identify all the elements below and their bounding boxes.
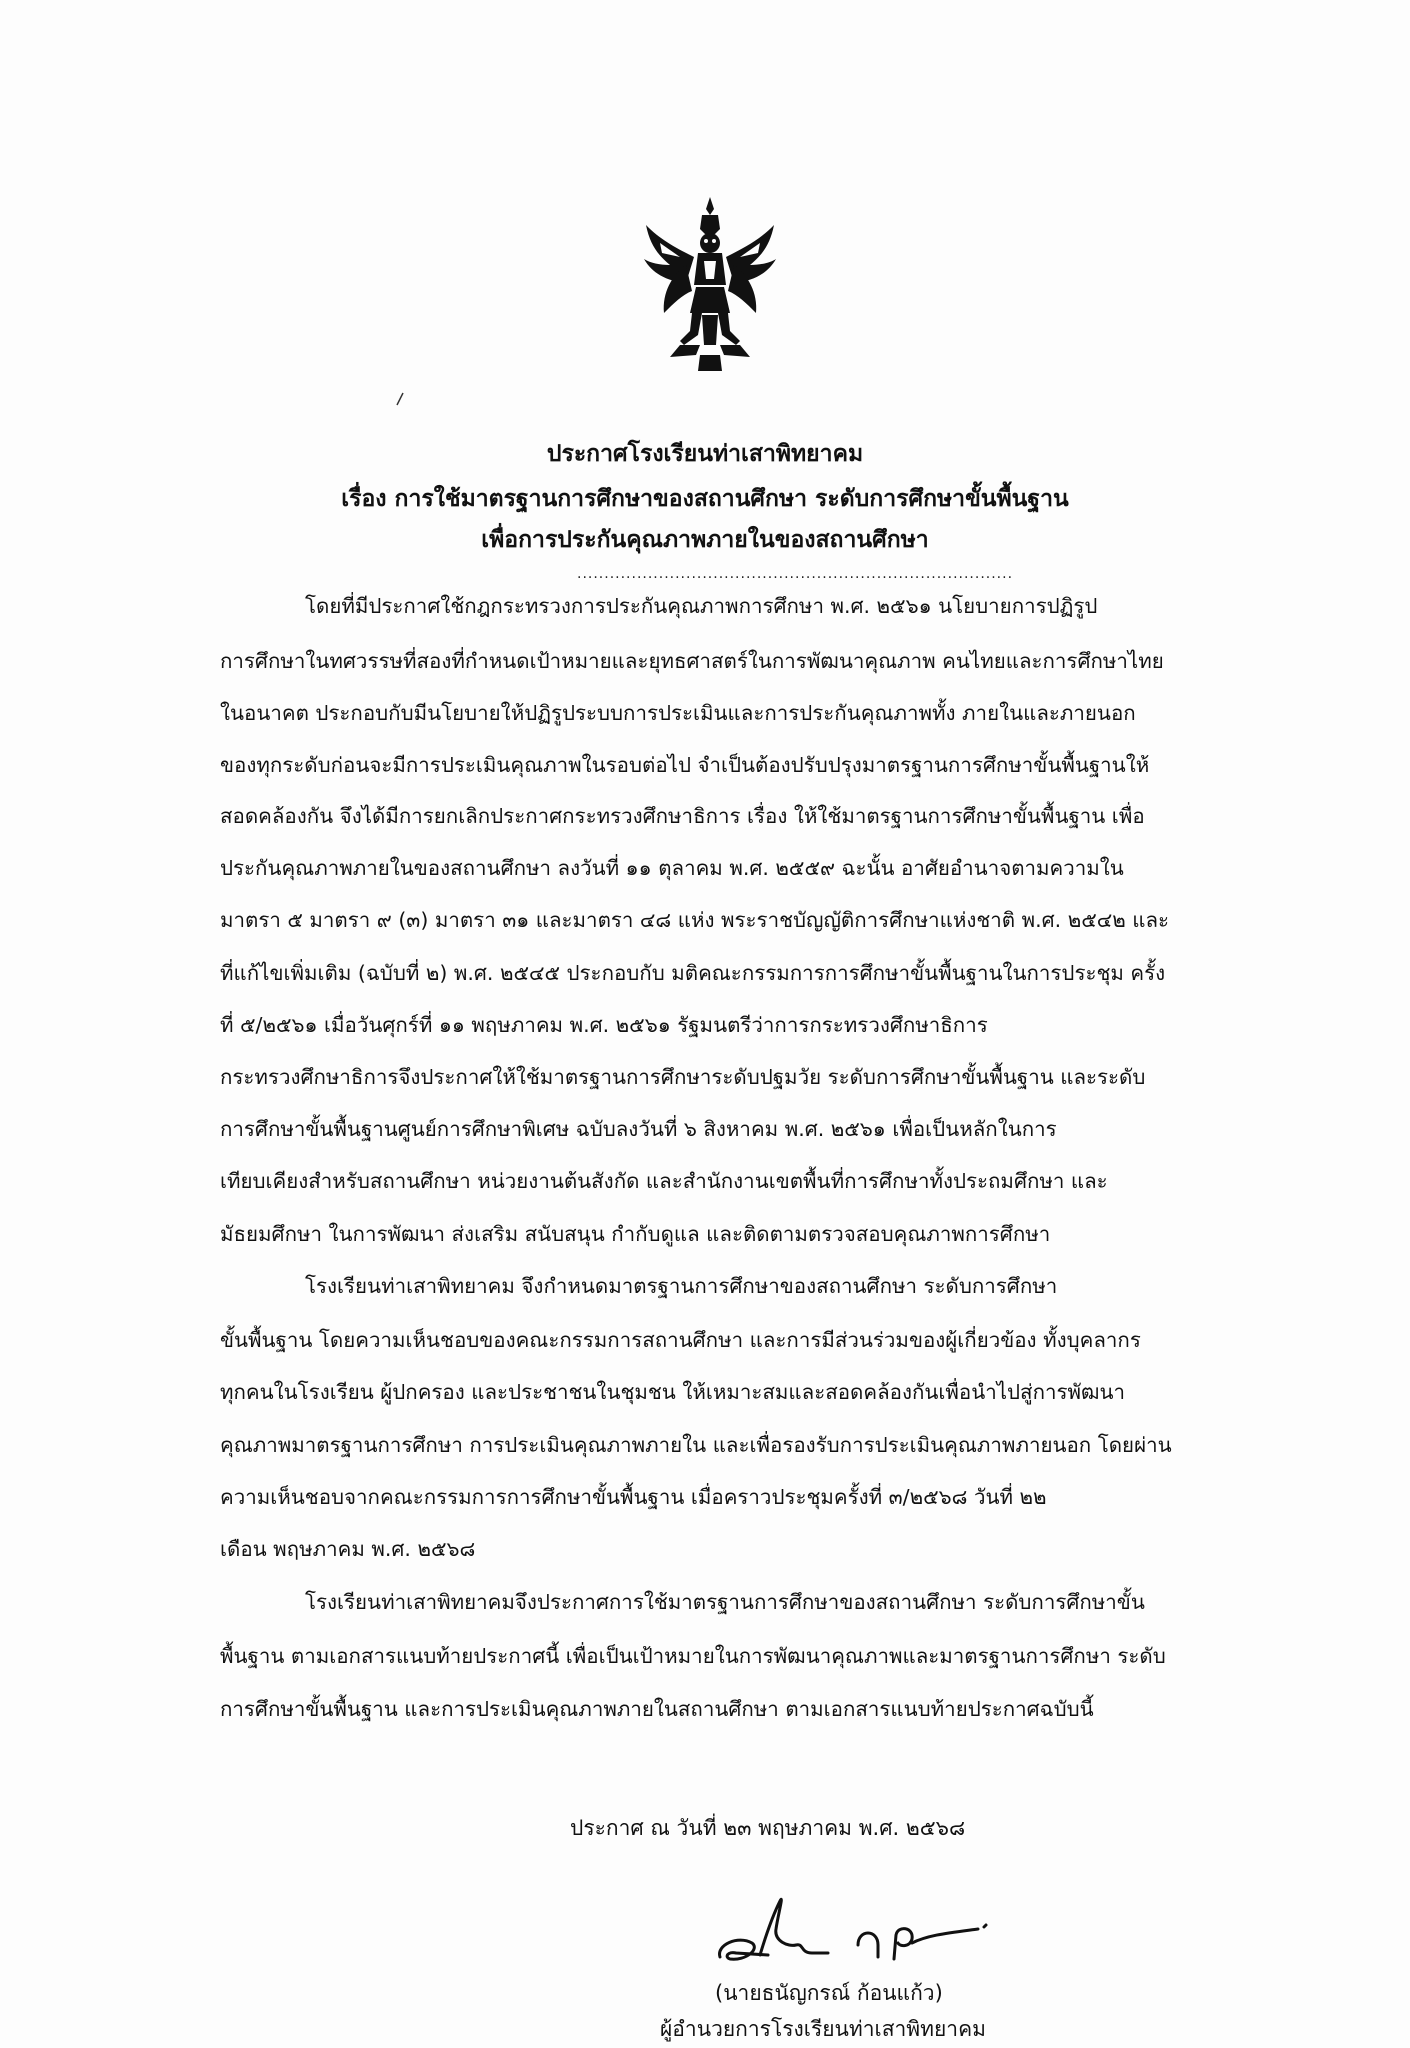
body-line: มาตรา ๕ มาตรา ๙ (๓) มาตรา ๓๑ และมาตรา ๔๘ แห่ง พระราชบัญญัติการศึกษาแห่งชาติ พ.ศ. ๒๕๔๒ และ xyxy=(220,908,1170,932)
announcement-subject: เรื่อง การใช้มาตรฐานการศึกษาของสถานศึกษา ระดับการศึกษาขั้นพื้นฐาน xyxy=(341,486,1069,512)
body-line: คุณภาพมาตรฐานการศึกษา การประเมินคุณภาพภายใน และเพื่อรองรับการประเมินคุณภาพภายนอก โดยผ่าน xyxy=(220,1433,1172,1457)
announcement-title: ประกาศโรงเรียนท่าเสาพิทยาคม xyxy=(546,441,864,467)
body-line: ประกันคุณภาพภายในของสถานศึกษา ลงวันที่ ๑๑ ตุลาคม พ.ศ. ๒๕๕๙ ฉะนั้น อาศัยอำนาจตามความใน xyxy=(220,856,1124,880)
body-line: กระทรวงศึกษาธิการจึงประกาศให้ใช้มาตรฐานการศึกษาระดับปฐมวัย ระดับการศึกษาขั้นพื้นฐาน และระดับ xyxy=(220,1065,1146,1089)
body-line: การศึกษาขั้นพื้นฐานศูนย์การศึกษาพิเศษ ฉบับลงวันที่ ๖ สิงหาคม พ.ศ. ๒๕๖๑ เพื่อเป็นหลักในการ xyxy=(220,1117,1057,1141)
body-line: มัธยมศึกษา ในการพัฒนา ส่งเสริม สนับสนุน กำกับดูแล และติดตามตรวจสอบคุณภาพการศึกษา xyxy=(220,1222,1051,1246)
body-line: ในอนาคต ประกอบกับมีนโยบายให้ปฏิรูประบบการประเมินและการประกันคุณภาพทั้ง ภายในและภายนอก xyxy=(220,701,1136,725)
body-line: โรงเรียนท่าเสาพิทยาคมจึงประกาศการใช้มาตรฐานการศึกษาของสถานศึกษา ระดับการศึกษาขั้น xyxy=(305,1590,1145,1614)
body-line: ทุกคนในโรงเรียน ผู้ปกครอง และประชาชนในชุมชน ให้เหมาะสมและสอดคล้องกันเพื่อนำไปสู่การพัฒนา xyxy=(220,1380,1126,1404)
body-line: โรงเรียนท่าเสาพิทยาคม จึงกำหนดมาตรฐานการศึกษาของสถานศึกษา ระดับการศึกษา xyxy=(305,1274,1058,1298)
body-line: สอดคล้องกัน จึงได้มีการยกเลิกประกาศกระทรวงศึกษาธิการ เรื่อง ให้ใช้มาตรฐานการศึกษาขั้นพื้นฐาน เพื่อ xyxy=(220,804,1145,828)
signer-name: (นายธนัญกรณ์ ก้อนแก้ว) xyxy=(715,1981,943,2005)
body-line: ของทุกระดับก่อนจะมีการประเมินคุณภาพในรอบต่อไป จำเป็นต้องปรับปรุงมาตรฐานการศึกษาขั้นพื้นฐานให้ xyxy=(220,753,1150,777)
title-separator: ................................................................................ xyxy=(577,566,1014,582)
body-line: การศึกษาขั้นพื้นฐาน และการประเมินคุณภาพภายในสถานศึกษา ตามเอกสารแนบท้ายประกาศฉบับนี้ xyxy=(220,1697,1094,1721)
body-line: เดือน พฤษภาคม พ.ศ. ๒๕๖๘ xyxy=(220,1537,476,1561)
body-line: การศึกษาในทศวรรษที่สองที่กำหนดเป้าหมายและยุทธศาสตร์ในการพัฒนาคุณภาพ คนไทยและการศึกษาไทย xyxy=(220,649,1164,673)
issued-date: ประกาศ ณ วันที่ ๒๓ พฤษภาคม พ.ศ. ๒๕๖๘ xyxy=(570,1816,966,1840)
garuda-emblem-icon xyxy=(640,195,780,375)
stray-pen-mark xyxy=(395,392,405,406)
body-line: พื้นฐาน ตามเอกสารแนบท้ายประกาศนี้ เพื่อเป็นเป้าหมายในการพัฒนาคุณภาพและมาตรฐานการศึกษา ระดับ xyxy=(220,1644,1166,1668)
body-line: ความเห็นชอบจากคณะกรรมการการศึกษาขั้นพื้นฐาน เมื่อคราวประชุมครั้งที่ ๓/๒๕๖๘ วันที่ ๒๒ xyxy=(220,1485,1047,1509)
signer-title: ผู้อำนวยการโรงเรียนท่าเสาพิทยาคม xyxy=(660,2017,986,2041)
body-line: ที่แก้ไขเพิ่มเติม (ฉบับที่ ๒) พ.ศ. ๒๕๔๕ ประกอบกับ มติคณะกรรมการการศึกษาขั้นพื้นฐานในการประชุม ครั้ง xyxy=(220,961,1166,985)
body-line: ที่ ๕/๒๕๖๑ เมื่อวันศุกร์ที่ ๑๑ พฤษภาคม พ.ศ. ๒๕๖๑ รัฐมนตรีว่าการกระทรวงศึกษาธิการ xyxy=(220,1013,988,1037)
handwritten-signature-icon xyxy=(708,1895,998,1990)
body-line: เทียบเคียงสำหรับสถานศึกษา หน่วยงานต้นสังกัด และสำนักงานเขตพื้นที่การศึกษาทั้งประถมศึกษา และ xyxy=(220,1169,1108,1193)
announcement-purpose: เพื่อการประกันคุณภาพภายในของสถานศึกษา xyxy=(481,527,929,553)
body-line: โดยที่มีประกาศใช้กฎกระทรวงการประกันคุณภาพการศึกษา พ.ศ. ๒๕๖๑ นโยบายการปฏิรูป xyxy=(305,594,1098,618)
body-line: ขั้นพื้นฐาน โดยความเห็นชอบของคณะกรรมการสถานศึกษา และการมีส่วนร่วมของผู้เกี่ยวข้อง ทั้งบุคลากร xyxy=(220,1328,1141,1352)
